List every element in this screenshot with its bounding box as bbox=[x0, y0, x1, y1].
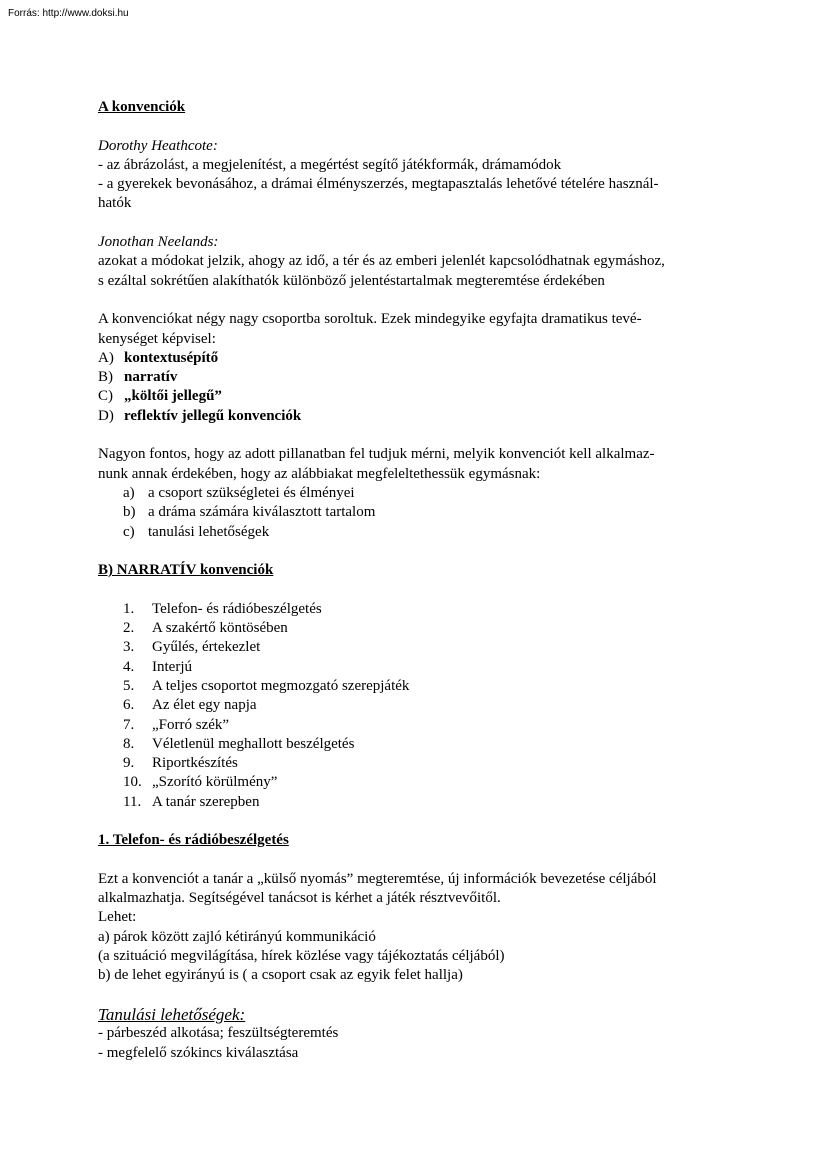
learning-line: - megfelelő szókincs kiválasztása bbox=[98, 1044, 299, 1061]
group-label: reflektív jellegű konvenciók bbox=[124, 407, 302, 424]
heathcote-line: - a gyerekek bevonásához, a drámai élményszerzés, megtapasztalás lehetővé tételére használ- bbox=[98, 176, 659, 193]
list-text: tanulási lehetőségek bbox=[148, 523, 270, 540]
list-text: a csoport szükségletei és élményei bbox=[148, 484, 355, 501]
list-item bbox=[98, 503, 738, 522]
list-item bbox=[98, 793, 738, 812]
list-text: „Szorító körülmény” bbox=[152, 774, 278, 791]
list-item bbox=[98, 696, 738, 715]
list-item bbox=[98, 619, 738, 638]
neelands-line: s ezáltal sokrétűen alakíthatók különböző jelentéstartalmak megteremtése érdekében bbox=[98, 272, 605, 289]
list-letter: c) bbox=[123, 523, 135, 540]
list-text: a dráma számára kiválasztott tartalom bbox=[148, 504, 376, 521]
list-number: 3. bbox=[123, 639, 135, 656]
list-item bbox=[98, 716, 738, 735]
list-number: 4. bbox=[123, 658, 135, 675]
list-item bbox=[98, 523, 738, 542]
group-letter: D) bbox=[98, 407, 114, 424]
list-number: 9. bbox=[123, 755, 135, 772]
learning-heading: Tanulási lehetőségek: bbox=[98, 1004, 246, 1024]
telephone-line: a) párok között zajló kétirányú kommunikáció bbox=[98, 928, 376, 945]
author-neelands: Jonothan Neelands: bbox=[98, 234, 219, 251]
heathcote-line: - az ábrázolást, a megjelenítést, a megértést segítő játékformák, drámamódok bbox=[98, 156, 562, 173]
section-heading-narrative: B) NARRATÍV konvenciók bbox=[98, 562, 274, 579]
list-number: 8. bbox=[123, 735, 135, 752]
group-label: kontextusépítő bbox=[124, 349, 219, 366]
list-item bbox=[98, 484, 738, 503]
group-letter: C) bbox=[98, 388, 113, 405]
page-title: A konvenciók bbox=[98, 99, 186, 115]
list-item bbox=[98, 754, 738, 773]
list-number: 5. bbox=[123, 677, 135, 694]
section-heading-telephone: 1. Telefon- és rádióbeszélgetés bbox=[98, 832, 289, 849]
list-number: 2. bbox=[123, 620, 135, 637]
list-number: 10. bbox=[123, 774, 142, 791]
author-heathcote: Dorothy Heathcote: bbox=[98, 137, 218, 154]
learning-line: - párbeszéd alkotása; feszültségteremtés bbox=[98, 1025, 339, 1042]
group-label: narratív bbox=[124, 369, 178, 386]
list-item bbox=[98, 658, 738, 677]
neelands-line: azokat a módokat jelzik, ahogy az idő, a tér és az emberi jelenlét kapcsolódhatnak egymáshoz, bbox=[98, 253, 665, 270]
telephone-line: Lehet: bbox=[98, 909, 137, 926]
list-item bbox=[98, 773, 738, 792]
group-item bbox=[98, 349, 738, 368]
list-text: Véletlenül meghallott beszélgetés bbox=[152, 735, 355, 752]
list-text: A teljes csoportot megmozgató szerepjáték bbox=[152, 677, 410, 694]
list-number: 1. bbox=[123, 600, 135, 617]
list-item bbox=[98, 677, 738, 696]
list-text: Az élet egy napja bbox=[152, 697, 257, 714]
list-number: 11. bbox=[123, 793, 142, 810]
list-item bbox=[98, 600, 738, 619]
group-item bbox=[98, 387, 738, 406]
source-label: Forrás: http://www.doksi.hu bbox=[8, 8, 129, 19]
list-text: A szakértő köntösében bbox=[152, 620, 288, 637]
group-letter: A) bbox=[98, 349, 114, 366]
telephone-line: Ezt a konvenciót a tanár a „külső nyomás” megteremtése, új információk bevezetése céljából bbox=[98, 870, 657, 887]
list-text: Interjú bbox=[152, 658, 192, 675]
list-text: „Forró szék” bbox=[152, 716, 230, 733]
heathcote-line: hatók bbox=[98, 195, 132, 212]
important-paragraph: nunk annak érdekében, hogy az alábbiakat megfeleltethessük egymásnak: bbox=[98, 465, 541, 482]
group-letter: B) bbox=[98, 369, 113, 386]
list-item bbox=[98, 638, 738, 657]
telephone-line: (a szituáció megvilágítása, hírek közlése vagy tájékoztatás céljából) bbox=[98, 948, 505, 965]
document-page bbox=[98, 98, 738, 1063]
list-text: Riportkészítés bbox=[152, 755, 238, 772]
list-number: 7. bbox=[123, 716, 135, 733]
list-text: A tanár szerepben bbox=[152, 793, 260, 810]
list-letter: a) bbox=[123, 484, 135, 501]
list-text: Telefon- és rádióbeszélgetés bbox=[152, 600, 322, 617]
list-letter: b) bbox=[123, 504, 136, 521]
telephone-line: b) de lehet egyirányú is ( a csoport csak az egyik felet hallja) bbox=[98, 967, 463, 984]
list-item bbox=[98, 735, 738, 754]
list-number: 6. bbox=[123, 697, 135, 714]
group-item bbox=[98, 407, 738, 426]
telephone-line: alkalmazhatja. Segítségével tanácsot is kérhet a játék résztvevőitől. bbox=[98, 890, 501, 907]
important-paragraph: Nagyon fontos, hogy az adott pillanatban fel tudjuk mérni, melyik konvenciót kell alkalmaz- bbox=[98, 446, 655, 463]
group-item bbox=[98, 368, 738, 387]
groups-intro: kenységet képvisel: bbox=[98, 330, 216, 347]
group-label: „költői jellegű” bbox=[124, 388, 222, 405]
groups-intro: A konvenciókat négy nagy csoportba soroltuk. Ezek mindegyike egyfajta dramatikus tevé- bbox=[98, 311, 642, 328]
list-text: Gyűlés, értekezlet bbox=[152, 639, 261, 656]
